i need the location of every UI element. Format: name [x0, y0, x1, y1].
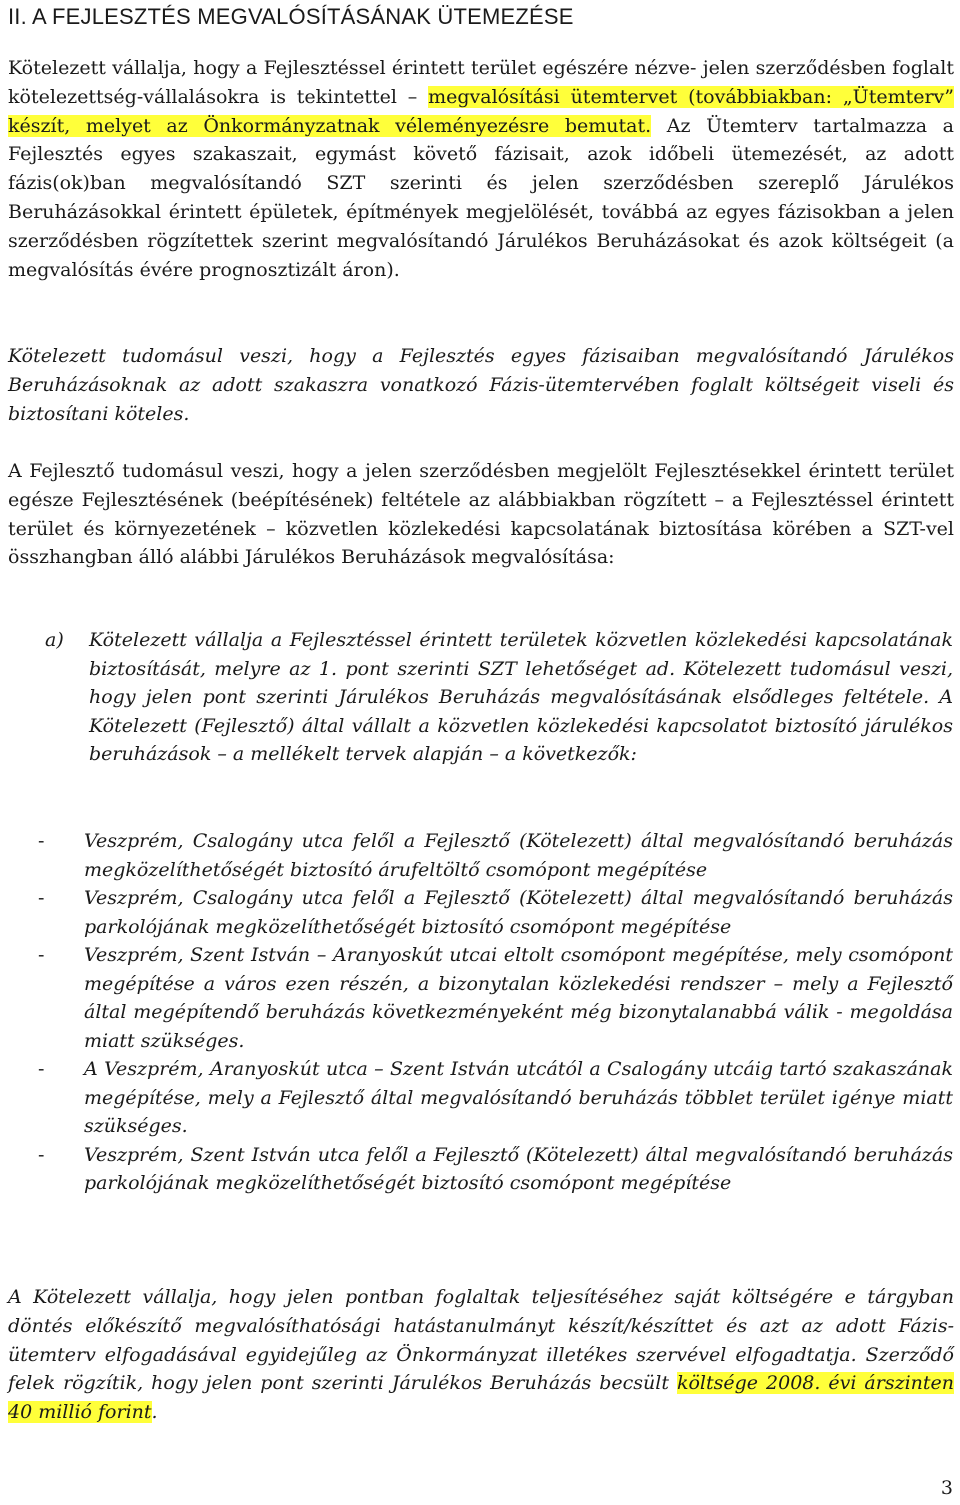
list-dash: -: [38, 944, 45, 966]
list-item: [38, 884, 953, 941]
list-item: [38, 1141, 953, 1198]
list-item-text: Veszprém, Csalogány utca felől a Fejlesztő (Kötelezett) által megvalósítandó beruházás megközelíthetőségét biztosító árufeltöltő csomópont megépítése: [84, 830, 953, 881]
paragraph-cost-start: A Kötelezett vállalja, hogy jelen pontban foglaltak teljesítéséhez saját költségére e tárgyban döntés előkészítő megvalósíthatósági hatástanulmányt készít/készíttet és azt az adott Fázis-ütemterv elfogadásával egyidejűleg az Önkormányzat illetékes szervével elfogadtatja. Szerződő felek rögzítik, hogy jelen pont szerinti Járulékos Beruházás becsült: [8, 1286, 954, 1395]
list-marker: a): [45, 629, 64, 651]
paragraph-cost-end: .: [151, 1401, 158, 1424]
paragraph-developer: A Fejlesztő tudomásul veszi, hogy a jelen szerződésben megjelölt Fejlesztésekkel érintett terület egésze Fejlesztésének (beépítésének) feltétele az alábbiakban rögzített – a Fejlesztéssel érintett terület és környezetének – közvetlen közlekedési kapcsolatának biztosítása körében a SZT-vel összhangban álló alábbi Járulékos Beruházások megvalósítása:: [8, 460, 954, 569]
list-dash: -: [38, 830, 45, 852]
list-item-text: Veszprém, Szent István utca felől a Fejlesztő (Kötelezett) által megvalósítandó beruházás parkolójának megközelíthetőségét biztosító csomópont megépítése: [84, 1143, 953, 1194]
list-item-text: Veszprém, Csalogány utca felől a Fejlesztő (Kötelezett) által megvalósítandó beruházás parkolójának megközelíthetőségét biztosító csomópont megépítése: [84, 887, 953, 938]
paragraph-schedule: [8, 54, 954, 284]
list-item-a: [45, 626, 953, 769]
paragraph-cost: [8, 1283, 954, 1427]
list-item-text: A Veszprém, Aranyoskút utca – Szent István utcától a Csalogány utcáig tartó szakaszának megépítése, mely a Fejlesztő által megvalósítandó beruházás többlet terület igénye miatt szükséges.: [84, 1058, 953, 1137]
highlighted-cost: költsége 2008. évi árszinten 40 millió forint: [8, 1372, 955, 1424]
paragraph-schedule-start: Kötelezett vállalja, hogy a Fejlesztéssel érintett terület egészére nézve- jelen szerződésben foglalt kötelezettség-vállalásokra is tekintettel –: [8, 57, 954, 108]
list-dash: -: [38, 1143, 45, 1166]
paragraph-schedule-end: Az Ütemterv tartalmazza a Fejlesztés egyes szakaszait, egymást követő fázisait, azok időbeli ütemezését, az adott fázis(ok)ban megvalósítandó SZT szerinti és jelen szerződésben szereplő Járulékos Beruházásokkal érintett épületek, építmények megjelölését, továbbá az egyes fázisokban a jelen szerződésben rögzítettek szerint megvalósítandó Járulékos Beruházásokat és azok költségeit (a megvalósítás évére prognosztizált áron).: [8, 114, 955, 281]
page-number: 3: [940, 1477, 953, 1499]
list-item: [38, 941, 953, 1055]
list-item: [38, 1055, 953, 1141]
list-dash: -: [38, 1058, 45, 1080]
paragraph-obligation: Kötelezett tudomásul veszi, hogy a Fejlesztés egyes fázisaiban megvalósítandó Járulékos Beruházásoknak az adott szakaszra vonatkozó Fázis-ütemtervében foglalt költségeit viseli és biztosítani köteles.: [8, 345, 954, 425]
investment-list: [38, 827, 953, 1198]
list-item-text: Veszprém, Szent István – Aranyoskút utcai eltolt csomópont megépítése, mely csomópont megépítése a város ezen részén, a bizonytalan közlekedési rendszer – mely a Fejlesztő által megépítendő beruházás következményeként még bizonytalanabbá válik - megoldása miatt szükséges.: [84, 944, 953, 1052]
list-item: [38, 827, 953, 884]
section-heading: II. A FEJLESZTÉS MEGVALÓSÍTÁSÁNAK ÜTEMEZÉSE: [8, 4, 574, 29]
list-dash: -: [38, 887, 45, 909]
highlighted-text: megvalósítási ütemtervet (továbbiakban: „Ütemterv” készít, melyet az Önkormányzatnak véleményezésre bemutat.: [8, 85, 955, 137]
list-item-a-text: Kötelezett vállalja a Fejlesztéssel érintett területek közvetlen közlekedési kapcsolatának biztosítását, melyre az 1. pont szerinti SZT lehetőséget ad. Kötelezett tudomásul veszi, hogy jelen pont szerinti Járulékos Beruházás megvalósításának elsődleges feltétele. A Kötelezett (Fejlesztő) által vállalt a közvetlen közlekedési kapcsolatot biztosító járulékos beruházások – a mellékelt tervek alapján – a következők:: [89, 629, 953, 765]
